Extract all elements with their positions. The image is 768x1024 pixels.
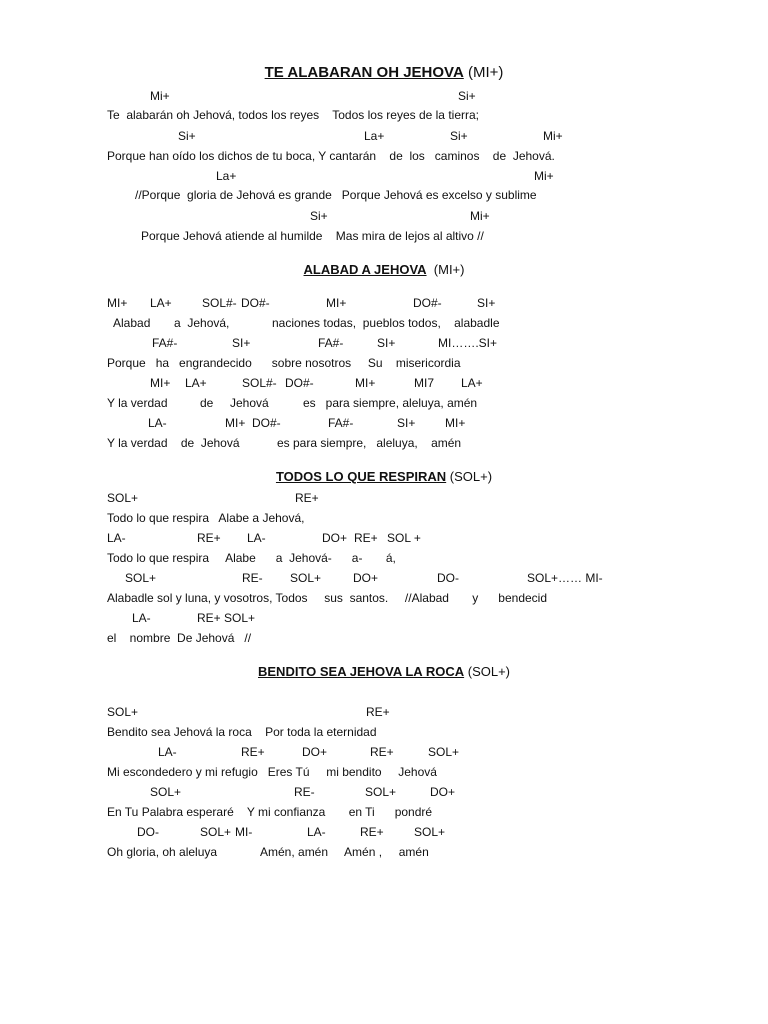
lyric-line — [0, 107, 768, 123]
lyric-text: //Porque gloria de Jehová es grande Porque Jehová es excelso y sublime — [135, 188, 537, 202]
song-key: (SOL+) — [467, 664, 510, 679]
chord: MI+ — [107, 296, 128, 310]
lyric-text: es para siempre, aleluya, amén — [303, 396, 478, 410]
song-title — [0, 64, 768, 81]
chord: RE+ — [197, 531, 221, 545]
chord: FA#- — [318, 336, 344, 350]
chord-line — [0, 610, 768, 626]
chord: MI+ — [445, 416, 466, 430]
chord: DO+ — [302, 745, 328, 759]
chord: DO- — [137, 825, 159, 839]
chord-line — [0, 128, 768, 144]
chord: La+ — [216, 169, 237, 183]
chord: DO#- — [413, 296, 442, 310]
chord: DO+ — [353, 571, 379, 585]
chord: LA- — [148, 416, 167, 430]
chord: RE+ — [241, 745, 265, 759]
chord: DO+ — [322, 531, 348, 545]
chord-line — [0, 88, 768, 104]
lyric-text: Y la verdad de Jehová — [107, 436, 240, 450]
chord: RE- — [242, 571, 263, 585]
chord: DO#- — [285, 376, 314, 390]
chord: MI+ — [326, 296, 347, 310]
chord: RE+ — [295, 491, 319, 505]
chord-line — [0, 295, 768, 311]
chord: RE+ — [370, 745, 394, 759]
chord: RE+ — [366, 705, 390, 719]
chord: SI+ — [477, 296, 496, 310]
chord-line — [0, 208, 768, 224]
lyric-text: En Tu Palabra esperaré Y mi confianza en Ti pondré — [107, 805, 433, 819]
chord: LA- — [107, 531, 126, 545]
chord: DO+ — [430, 785, 456, 799]
lyric-text: naciones todas, pueblos todos, alabadle — [272, 316, 500, 330]
chord: LA+ — [461, 376, 483, 390]
lyric-line — [0, 355, 768, 371]
chord: RE- — [294, 785, 315, 799]
chord: SOL+ — [414, 825, 446, 839]
lyric-line — [0, 590, 768, 606]
chord: Mi+ — [470, 209, 490, 223]
lyric-text: es para siempre, aleluya, amén — [277, 436, 462, 450]
song-title-text: ALABAD A JEHOVA — [303, 262, 427, 277]
song-key: (MI+) — [467, 64, 504, 81]
chord: SI+ — [397, 416, 416, 430]
lyric-text: Todo lo que respira Alabe a Jehová, — [107, 511, 305, 525]
chord-line — [0, 335, 768, 351]
lyric-text: Porque Jehová atiende al humilde Mas mira de lejos al altivo // — [141, 229, 484, 243]
song-title-text: TODOS LO QUE RESPIRAN — [275, 469, 447, 484]
lyric-text: Te alabarán oh Jehová, todos los reyes Todos los reyes de la tierra; — [107, 108, 479, 122]
chord: SI+ — [232, 336, 251, 350]
chord: LA- — [132, 611, 151, 625]
chord: Mi+ — [543, 129, 563, 143]
chord-line — [0, 490, 768, 506]
chord: SOL+ — [224, 611, 256, 625]
chord: SI+ — [377, 336, 396, 350]
chord: MI+ — [225, 416, 246, 430]
chord: MI…….SI+ — [438, 336, 498, 350]
lyric-text: el nombre De Jehová // — [107, 631, 252, 645]
chord: Mi+ — [150, 89, 170, 103]
chord: SOL#- — [202, 296, 237, 310]
lyric-line — [0, 630, 768, 646]
chord: DO- — [437, 571, 459, 585]
chord: SOL+ — [125, 571, 157, 585]
lyric-text: Alabadle sol y luna, y vosotros, Todos sus santos. //Alabad y bendecid — [107, 591, 548, 605]
chord: Si+ — [458, 89, 476, 103]
chord-line — [0, 570, 768, 586]
lyric-line — [0, 550, 768, 566]
chord: Si+ — [450, 129, 468, 143]
chord-line — [0, 784, 768, 800]
chord: LA+ — [150, 296, 172, 310]
chord: RE+ — [354, 531, 378, 545]
song-title — [0, 664, 768, 679]
chord-line — [0, 375, 768, 391]
lyric-line — [0, 315, 768, 331]
chord: Si+ — [310, 209, 328, 223]
lyric-line — [0, 148, 768, 164]
lyric-text: Oh gloria, oh aleluya — [107, 845, 218, 859]
chord: DO#- — [241, 296, 270, 310]
chord: DO#- — [252, 416, 281, 430]
song-key: (SOL+) — [449, 469, 493, 484]
chord: RE+ — [197, 611, 221, 625]
chord: Si+ — [178, 129, 196, 143]
chord-line — [0, 168, 768, 184]
chord-line — [0, 744, 768, 760]
song-title-text: BENDITO SEA JEHOVA LA ROCA — [258, 664, 465, 679]
lyric-text: Y la verdad — [107, 396, 168, 410]
lyric-text: de — [200, 396, 214, 410]
chord: LA- — [247, 531, 266, 545]
lyric-line — [0, 228, 768, 244]
lyric-text: Amén, amén Amén , amén — [260, 845, 429, 859]
chord: LA- — [307, 825, 326, 839]
chord: FA#- — [328, 416, 354, 430]
chord: SOL#- — [242, 376, 277, 390]
chord: SOL+ — [290, 571, 322, 585]
chord: SOL + — [387, 531, 421, 545]
chord: FA#- — [152, 336, 178, 350]
chord: LA- — [158, 745, 177, 759]
chord: RE+ — [360, 825, 384, 839]
lyric-text: Porque ha engrandecido sobre nosotros Su misericordia — [107, 356, 461, 370]
chord-line — [0, 824, 768, 840]
song-title — [0, 469, 768, 484]
lyric-text: Mi escondedero y mi refugio Eres Tú mi bendito Jehová — [107, 765, 437, 779]
chord: SOL+ — [200, 825, 232, 839]
lyric-text: Jehová — [230, 396, 269, 410]
chord: MI+ — [150, 376, 171, 390]
chord: SOL+ — [365, 785, 397, 799]
chord: SOL+ — [107, 705, 139, 719]
chord: Mi+ — [534, 169, 554, 183]
chord: SOL+ — [107, 491, 139, 505]
lyric-line — [0, 844, 768, 860]
chord-line — [0, 704, 768, 720]
lyric-line — [0, 187, 768, 203]
chord: La+ — [364, 129, 385, 143]
chord: SOL+ — [150, 785, 182, 799]
lyric-line — [0, 804, 768, 820]
lyric-line — [0, 435, 768, 451]
chord: SOL+…… MI- — [527, 571, 603, 585]
lyric-line — [0, 764, 768, 780]
lyric-text: Todo lo que respira Alabe a Jehová- a- á, — [107, 551, 396, 565]
song-title-text: TE ALABARAN OH JEHOVA — [264, 64, 464, 81]
song-key: (MI+) — [433, 262, 465, 277]
chord: MI- — [235, 825, 253, 839]
lyric-line — [0, 395, 768, 411]
chord: MI7 — [414, 376, 435, 390]
lyric-line — [0, 724, 768, 740]
lyric-text: a Jehová, — [174, 316, 230, 330]
chord: LA+ — [185, 376, 207, 390]
chord-line — [0, 530, 768, 546]
chord: SOL+ — [428, 745, 460, 759]
lyric-line — [0, 510, 768, 526]
chord-line — [0, 415, 768, 431]
chord: MI+ — [355, 376, 376, 390]
lyric-text: Alabad — [113, 316, 151, 330]
song-title — [0, 262, 768, 277]
lyric-text: Bendito sea Jehová la roca Por toda la eternidad — [107, 725, 377, 739]
lyric-text: Porque han oído los dichos de tu boca, Y cantarán de los caminos de Jehová. — [107, 149, 555, 163]
